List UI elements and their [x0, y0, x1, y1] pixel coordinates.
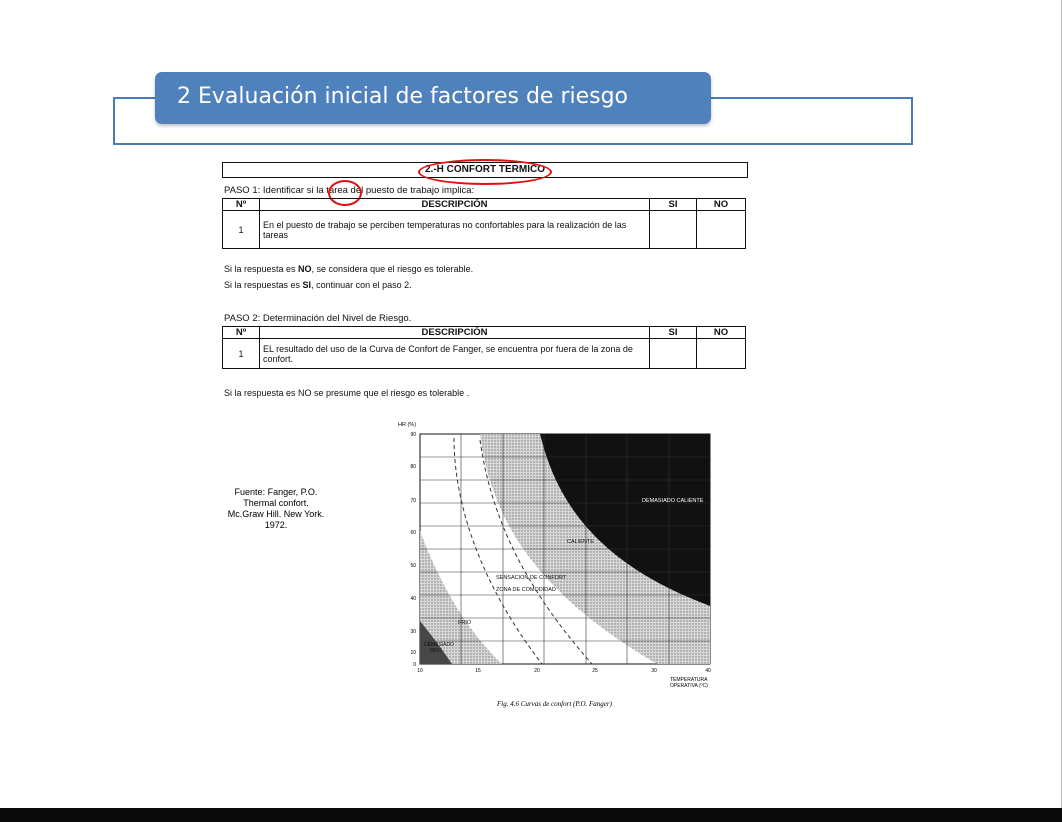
- col-descripcion: DESCRIPCIÓN: [260, 199, 650, 211]
- title-banner: [155, 72, 711, 124]
- y-tick: 90: [410, 432, 416, 438]
- row-num: 1: [223, 211, 260, 249]
- x-tick: 40: [705, 668, 711, 674]
- source-line: Mc.Graw Hill. New York.: [227, 509, 325, 519]
- note2-bold: SI: [302, 280, 312, 290]
- source-line: 1972.: [264, 520, 288, 530]
- x-tick: 15: [475, 668, 481, 674]
- y-tick: 70: [410, 498, 416, 504]
- header-highlight-oval: [418, 159, 552, 185]
- source-line: Fuente: Fanger, P.O.: [234, 487, 318, 497]
- col-si: SI: [650, 327, 697, 339]
- y-tick: 60: [410, 530, 416, 536]
- label-caliente: CALIENTE: [567, 539, 594, 545]
- y-tick: 30: [410, 629, 416, 635]
- col-si: SI: [650, 199, 697, 211]
- figure-source: [226, 487, 326, 531]
- paso1-table: [222, 198, 746, 249]
- paso1-highlight-word: tarea: [326, 185, 348, 196]
- label-frio: FRIO: [458, 620, 472, 626]
- table-row: [223, 211, 746, 249]
- col-num: Nº: [223, 199, 260, 211]
- row-no: [697, 211, 746, 249]
- x-tick: 30: [651, 668, 657, 674]
- table-row: [223, 339, 746, 369]
- note-2: [224, 280, 412, 290]
- x-tick: 10: [417, 668, 423, 674]
- title-frame-right-line: [709, 97, 913, 99]
- x-tick: 25: [592, 668, 598, 674]
- doc-header-title: 2.-H CONFORT TERMICO: [425, 164, 545, 175]
- bottom-bar: [0, 808, 1062, 822]
- fanger-comfort-figure: [392, 416, 722, 712]
- source-line: Thermal confort.: [243, 498, 309, 508]
- note-1: [224, 264, 473, 274]
- note2-pre: Si la respuestas es: [224, 280, 303, 290]
- y-tick: 80: [410, 464, 416, 470]
- paso1-text-before: PASO 1: Identificar si la: [224, 185, 327, 196]
- row-num: 1: [223, 339, 260, 369]
- note1-bold: NO: [298, 264, 312, 274]
- y-tick: 10: [410, 650, 416, 656]
- table-header-row: [223, 327, 746, 339]
- y-tick-labels: [410, 432, 416, 668]
- slide-title: 2 Evaluación inicial de factores de riesgo: [177, 84, 629, 109]
- row-no: [697, 339, 746, 369]
- row-desc: EL resultado del uso de la Curva de Confort de Fanger, se encuentra por fuera de la zona de confort.: [260, 339, 650, 369]
- comfort-chart-svg: [392, 416, 722, 712]
- x-axis-label-1: TEMPERATURA: [670, 677, 708, 683]
- y-tick: 0: [413, 662, 416, 668]
- col-no: NO: [697, 199, 746, 211]
- x-tick-labels: [417, 668, 711, 674]
- label-demasiado-caliente: DEMASIADO CALIENTE: [642, 498, 704, 504]
- paso1-text-after: del puesto de trabajo implica:: [347, 185, 475, 196]
- y-axis-label: HR (%): [398, 422, 417, 428]
- paso2-text: PASO 2: Determinación del Nivel de Riesgo.: [224, 313, 412, 324]
- x-tick: 20: [534, 668, 540, 674]
- figure-caption: Fig. 4.6 Curvas de confort (P.O. Fanger): [497, 700, 612, 708]
- x-axis-label-2: OPERATIVA (ºC): [670, 683, 708, 689]
- row-desc: En el puesto de trabajo se perciben temperaturas no confortables para la realización de las tareas: [260, 211, 650, 249]
- row-si: [650, 211, 697, 249]
- note1-pre: Si la respuesta es: [224, 264, 299, 274]
- label-demasiado-frio-1: DEMASIADO: [424, 642, 455, 648]
- row-si: [650, 339, 697, 369]
- table-header-row: [223, 199, 746, 211]
- paso2-table: [222, 326, 746, 369]
- note1-post: , se considera que el riesgo es tolerable.: [311, 264, 474, 274]
- note2-post: , continuar con el paso 2.: [311, 280, 412, 290]
- y-tick: 50: [410, 563, 416, 569]
- col-num: Nº: [223, 327, 260, 339]
- col-no: NO: [697, 327, 746, 339]
- y-tick: 40: [410, 596, 416, 602]
- note-3: Si la respuesta es NO se presume que el riesgo es tolerable .: [224, 388, 470, 398]
- col-descripcion: DESCRIPCIÓN: [260, 327, 650, 339]
- label-demasiado-frio-2: FRIO: [430, 648, 442, 654]
- label-zona-comodidad: ZONA DE COMODIDAD: [496, 587, 556, 593]
- label-sensacion-confort: SENSACION DE CONFORT: [496, 575, 567, 581]
